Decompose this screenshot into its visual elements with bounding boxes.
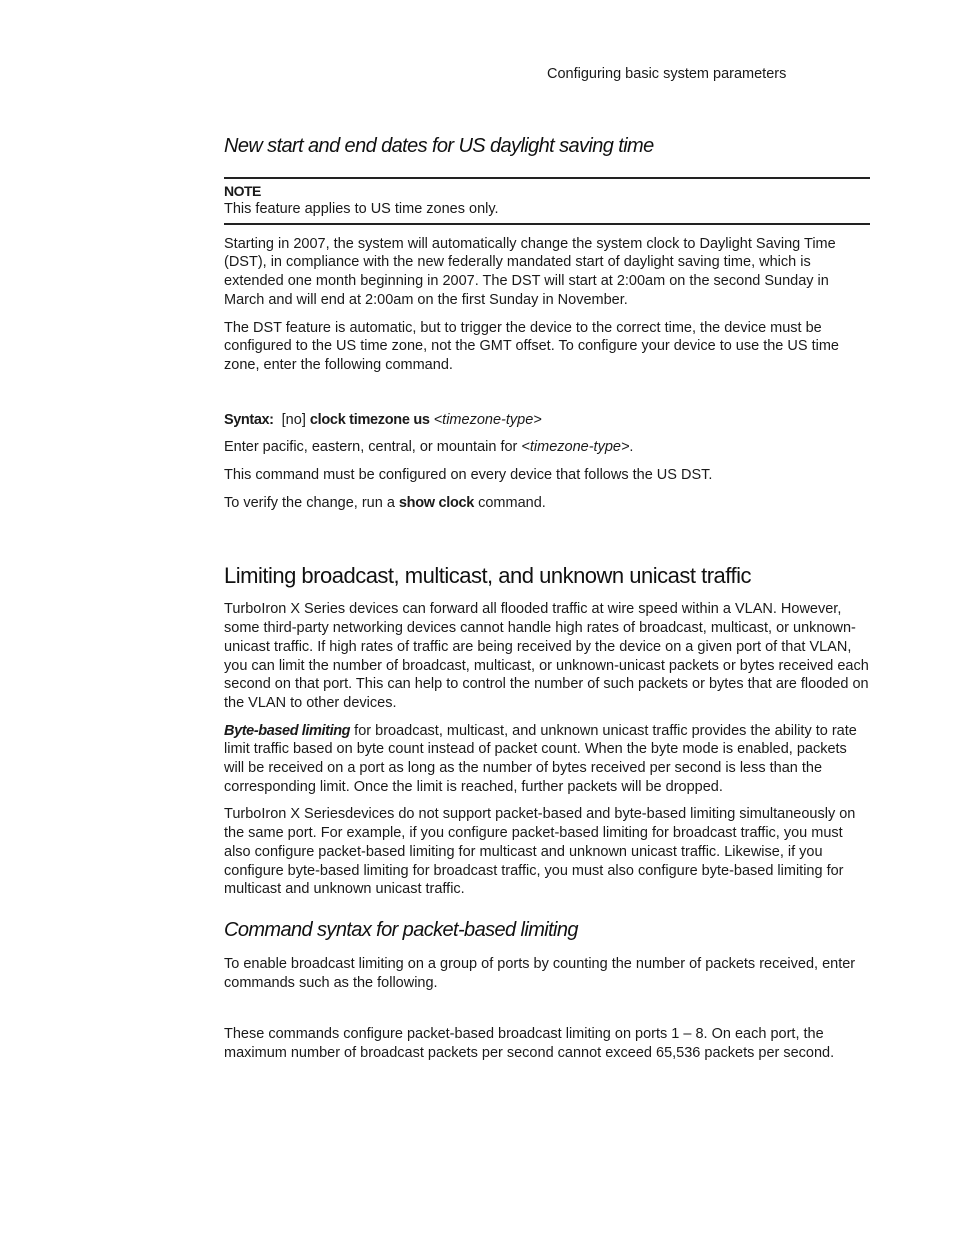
enter-values-suffix: . (629, 439, 634, 456)
syntax-optional: [no] (281, 411, 306, 428)
limiting-paragraph-2-body: for broadcast, multicast, and unknown unicast traffic provides the ability to rate limit traffic based on byte count instead of packet count. When the byte mode is enabled, packets will be received on a port as long as the number of bytes received per second is less than the corresponding limit. Once the limit is reached, further packets will be dropped. (224, 722, 857, 795)
verify-prefix: To verify the change, run a (224, 494, 399, 511)
enter-values-parameter: <timezone-type> (521, 439, 630, 456)
page-content (224, 132, 870, 1063)
syntax-parameter: <timezone-type> (433, 411, 542, 428)
byte-based-term: Byte-based limiting (224, 722, 351, 739)
note-label: NOTE (224, 183, 261, 199)
limiting-paragraph-2 (224, 722, 870, 797)
limiting-paragraph-3: TurboIron X Seriesdevices do not support packet-based and byte-based limiting simultaneously on the same port. For example, if you configure packet-based limiting for broadcast traffic, you must also configure packet-based limiting for multicast and unknown unicast traffic. Likewise, if you configure byte-based limiting for broadcast traffic, you must also configure byte-based limiting for multicast and unknown unicast traffic. (224, 806, 856, 898)
dst-paragraph-2: The DST feature is automatic, but to trigger the device to the correct time, the device must be configured to the US time zone, not the GMT offset. To configure your device to use the US time zone, enter the following command. (224, 319, 839, 373)
dst-paragraph-1: Starting in 2007, the system will automatically change the system clock to Daylight Saving Time (DST), in compliance with the new federally mandated start of daylight saving time, which is extended one month beginning in 2007. The DST will start at 2:00am on the second Sunday in March and will end at 2:00am on the first Sunday in November. (224, 235, 836, 308)
verify-suffix: command. (474, 494, 546, 511)
note-box (224, 177, 870, 225)
verify-line (224, 494, 870, 513)
limiting-heading: Limiting broadcast, multicast, and unknown unicast traffic (224, 563, 751, 589)
packet-syntax-paragraph-2: These commands configure packet-based broadcast limiting on ports 1 – 8. On each port, the maximum number of broadcast packets per second cannot exceed 65,536 packets per second. (224, 1026, 835, 1062)
packet-syntax-heading: Command syntax for packet-based limiting (224, 918, 578, 941)
limiting-paragraph-1: TurboIron X Series devices can forward all flooded traffic at wire speed within a VLAN. However, some third-party networking devices cannot handle high rates of broadcast, multicast, or unknown-unicast traffic. If high rates of traffic are being received by the device on a given port of that VLAN, you can limit the number of broadcast, multicast, or unknown-unicast packets or bytes received each second on that port. This can help to control the number of such packets or bytes that are flooded on the VLAN to other devices. (224, 601, 869, 711)
packet-syntax-paragraph-1: To enable broadcast limiting on a group of ports by counting the number of packets received, enter commands such as the following. (224, 955, 856, 991)
running-header: Configuring basic system parameters (547, 66, 787, 82)
syntax-label: Syntax: (224, 411, 274, 428)
note-text: This feature applies to US time zones only. (224, 201, 499, 217)
must-configure-line: This command must be configured on every device that follows the US DST. (224, 467, 713, 484)
syntax-line (224, 411, 870, 430)
enter-values-prefix: Enter pacific, eastern, central, or mountain for (224, 439, 522, 456)
enter-values-line (224, 438, 870, 457)
syntax-command: clock timezone us (309, 411, 430, 428)
dst-heading: New start and end dates for US daylight saving time (224, 135, 654, 157)
verify-command: show clock (398, 494, 475, 511)
